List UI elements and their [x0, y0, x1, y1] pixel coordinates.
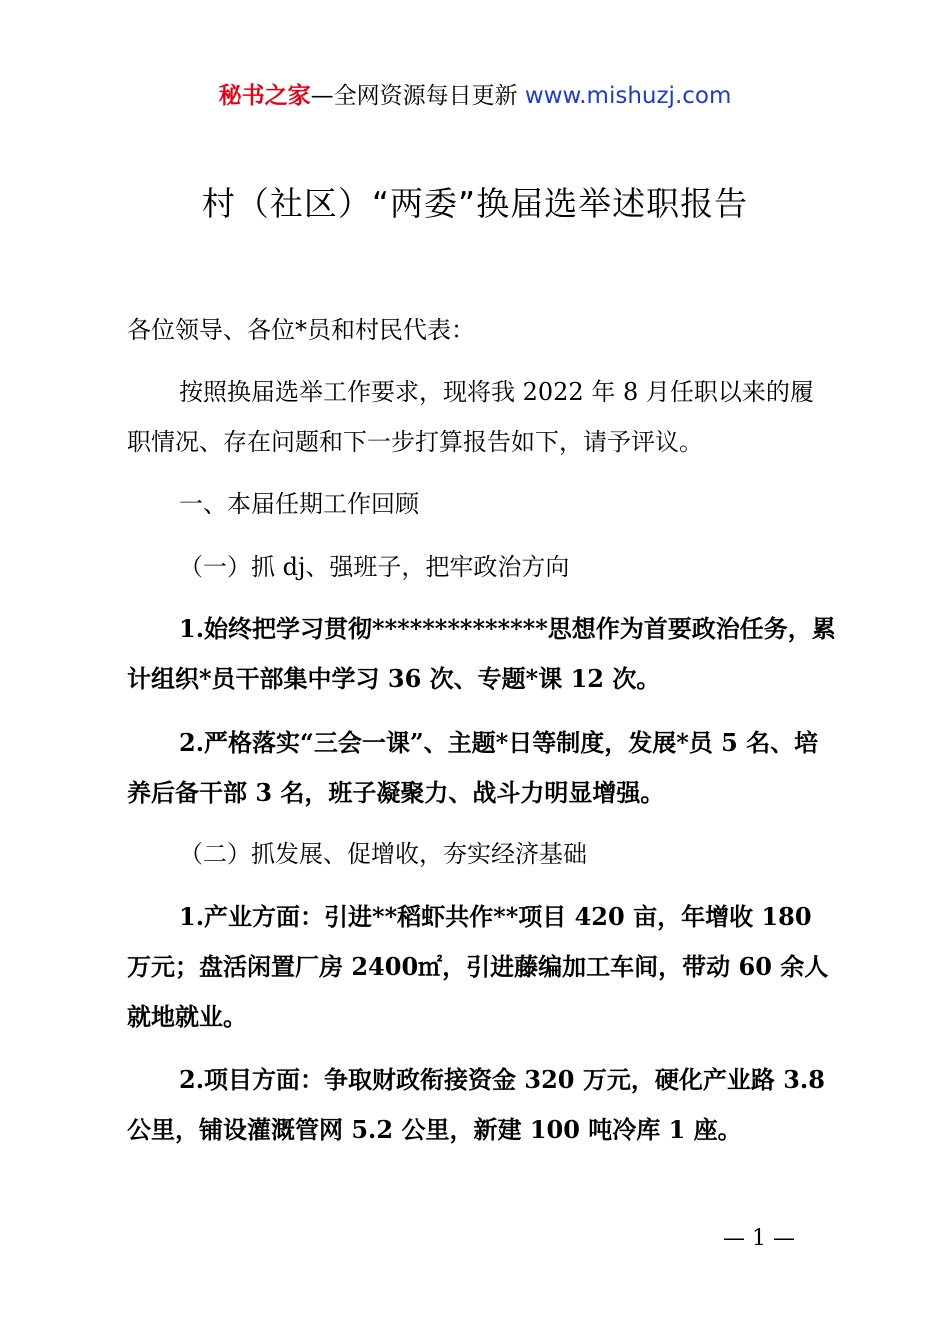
watermark-header [0, 80, 950, 112]
subsection-heading-economy: （二）抓发展、促增收，夯实经济基础 [179, 840, 587, 868]
brand-name: 秘书之家 [218, 83, 311, 109]
intro-paragraph: 按照换届选举工作要求，现将我 2022 年 8 月任职以来的履职情况、存在问题和下一步打算报告如下，请予评议。 [127, 378, 814, 456]
section-heading-review: 一、本届任期工作回顾 [179, 490, 419, 518]
economy-item-2: 2.项目方面：争取财政衔接资金 320 万元，硬化产业路 3.8 公里，铺设灌溉管网 5.2 公里，新建 100 吨冷库 1 座。 [127, 1065, 825, 1144]
party-building-item-1: 1.始终把学习贯彻**************思想作为首要政治任务，累计组织*员干部集中学习 36 次、专题*课 12 次。 [127, 614, 836, 693]
header-tagline: —全网资源每日更新 [310, 83, 525, 109]
salutation: 各位领导、各位*员和村民代表： [127, 316, 475, 344]
page-number: — 1 — [723, 1226, 795, 1251]
site-url-link[interactable]: www.mishuzj.com [524, 83, 732, 109]
document-title: 村（社区）“两委”换届选举述职报告 [201, 184, 749, 223]
party-building-item-2: 2.严格落实“三会一课”、主题*日等制度，发展*员 5 名、培养后备干部 3 名，班子凝聚力、战斗力明显增强。 [127, 728, 819, 807]
subsection-heading-party-building: （一）抓 dj、强班子，把牢政治方向 [179, 553, 570, 581]
economy-item-1: 1.产业方面：引进**稻虾共作**项目 420 亩，年增收 180 万元；盘活闲置厂房 2400㎡，引进藤编加工车间，带动 60 余人就地就业。 [127, 902, 829, 1031]
